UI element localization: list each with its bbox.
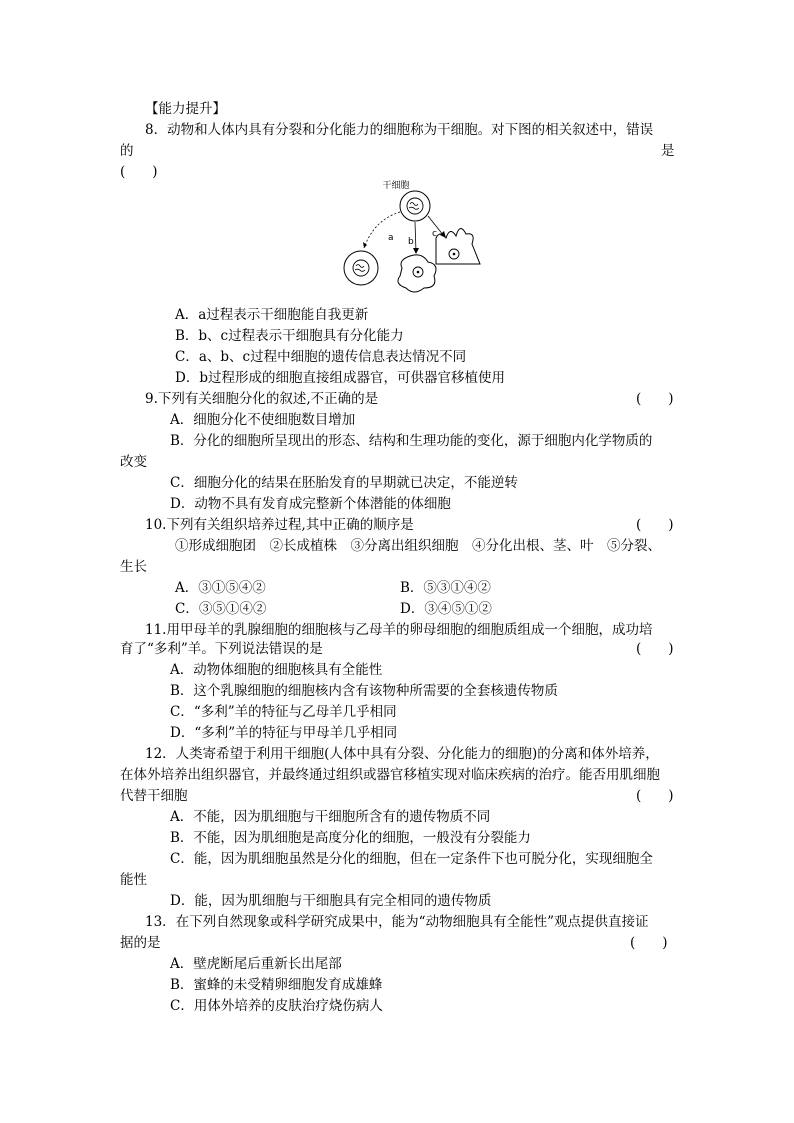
q9-option-d: D．动物不具有发育成完整新个体潜能的体细胞 [170,496,451,512]
q8-option-b: B．b、c过程表示干细胞具有分化能力 [175,328,404,344]
q12-stem-line-3: 代替干细胞 [120,788,188,804]
arrow-a-head [363,242,367,248]
q8-stem-line-1: 8．动物和人体内具有分裂和分化能力的细胞称为干细胞。对下图的相关叙述中，错误 [145,122,654,138]
q10-option-c: C．③⑤①④② [175,601,267,617]
q8-stem-line-2a: 的 [120,143,134,159]
q8-stem-line-2b: 是 [661,143,675,159]
q9-option-c: C．细胞分化的结果在胚胎发育的早期就已决定，不能逆转 [170,475,518,491]
q10-answer-paren: ( ) [636,517,674,533]
q9-option-a: A．细胞分化不使细胞数目增加 [170,412,356,428]
label-a: a [388,233,394,243]
q10-option-b: B．⑤③①④② [400,580,491,596]
arrow-b-head [413,248,419,254]
q8-answer-paren: ( ) [120,164,158,180]
q13-stem-line-1: 13．在下列自然现象或科学研究成果中，能为“动物细胞具有全能性”观点提供直接证 [145,914,649,930]
q12-option-b: B．不能，因为肌细胞是高度分化的细胞，一般没有分裂能力 [170,830,531,846]
q10-steps-line-1: ①形成细胞团 ②长成植株 ③分离出组织细胞 ④分化出根、茎、叶 ⑤分裂、 [175,538,661,554]
q8-option-d: D．b过程形成的细胞直接组成器官，可供器官移植使用 [175,370,505,386]
q9-stem: 9.下列有关细胞分化的叙述,不正确的是 [145,391,379,407]
q8-option-a: A．a过程表示干细胞能自我更新 [175,307,369,323]
label-c: c [432,229,437,239]
q11-option-c: C．“多利”羊的特征与乙母羊几乎相同 [170,704,397,720]
stem-cell-bottom-left [344,251,378,285]
arrow-a [364,212,400,248]
q10-option-a: A．③①⑤④② [175,580,266,596]
q11-stem-line-2: 育了“多利”羊。下列说法错误的是 [120,641,323,657]
arrow-b [415,222,416,252]
q12-option-a: A．不能，因为肌细胞与干细胞所含有的遗传物质不同 [170,809,491,825]
q11-option-d: D．“多利”羊的特征与甲母羊几乎相同 [170,725,398,741]
q12-stem-line-2: 在体外培养出组织器官，并最终通过组织或器官移植实现对临床疾病的治疗。能否用肌细胞 [120,767,660,783]
q10-option-d: D．③④⑤①② [400,601,492,617]
q11-option-b: B．这个乳腺细胞的细胞核内含有该物种所需要的全套核遗传物质 [170,683,558,699]
q12-option-c-line-1: C．能，因为肌细胞虽然是分化的细胞，但在一定条件下也可脱分化，实现细胞全 [170,851,653,867]
q9-answer-paren: ( ) [636,391,674,407]
q12-stem-line-1: 12．人类寄希望于利用干细胞(人体中具有分裂、分化能力的细胞)的分离和体外培养， [145,746,659,762]
label-b: b [408,237,414,247]
q12-answer-paren: ( ) [636,788,674,804]
q13-answer-paren: ( ) [630,935,668,951]
q13-option-c: C．用体外培养的皮肤治疗烧伤病人 [170,998,383,1014]
q10-steps-line-2: 生长 [120,559,147,575]
differentiated-cell-b [398,255,436,292]
stem-cell-top [400,191,430,221]
section-title: 【能力提升】 [145,101,226,117]
q13-option-b: B．蜜蜂的未受精卵细胞发育成雄蜂 [170,977,383,993]
q11-stem-line-1: 11.用甲母羊的乳腺细胞的细胞核与乙母羊的卵母细胞的细胞质组成一个细胞，成功培 [145,622,653,638]
q11-option-a: A．动物体细胞的细胞核具有全能性 [170,662,383,678]
q13-option-a: A．壁虎断尾后重新长出尾部 [170,956,342,972]
stem-cell-diagram [330,178,490,306]
q12-option-d: D．能，因为肌细胞与干细胞具有完全相同的遗传物质 [170,893,492,909]
q9-option-b-line-1: B．分化的细胞所呈现出的形态、结构和生理功能的变化，源于细胞内化学物质的 [170,433,653,449]
q11-answer-paren: ( ) [636,641,674,657]
q9-option-b-line-2: 改变 [120,454,147,470]
q13-stem-line-2: 据的是 [120,935,161,951]
q12-option-c-line-2: 能性 [120,872,147,888]
q8-option-c: C．a、b、c过程中细胞的遗传信息表达情况不同 [175,349,467,365]
diagram-title: 干细胞 [382,181,410,191]
q10-stem: 10.下列有关组织培养过程,其中正确的顺序是 [145,517,414,533]
